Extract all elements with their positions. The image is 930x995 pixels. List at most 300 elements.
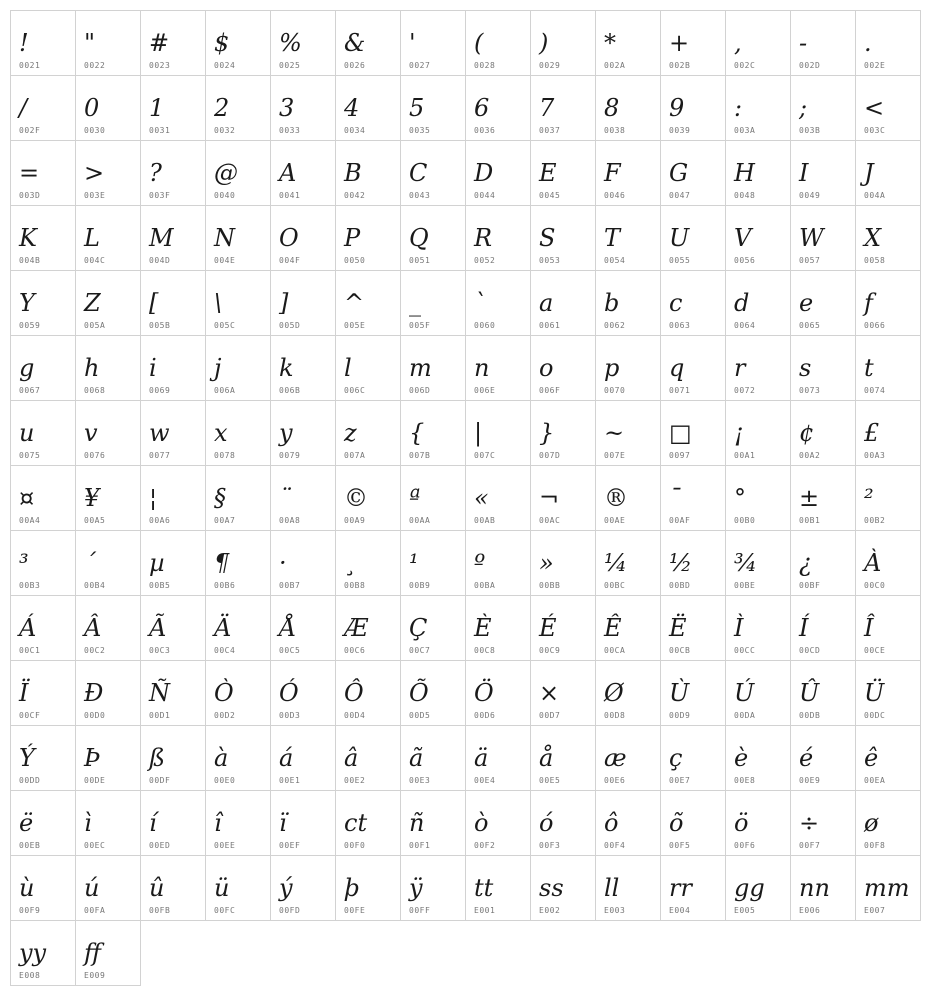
glyph-cell [336, 76, 401, 141]
glyph-preview: ß [149, 744, 166, 772]
glyph-preview: ô [604, 809, 619, 837]
glyph-codepoint: 00E7 [669, 776, 691, 785]
glyph-cell [726, 661, 791, 726]
glyph-codepoint: 00C1 [19, 646, 41, 655]
glyph-codepoint: 0024 [214, 61, 236, 70]
glyph-codepoint: 0064 [734, 321, 756, 330]
glyph-cell [336, 206, 401, 271]
glyph-cell [271, 726, 336, 791]
glyph-cell [141, 336, 206, 401]
glyph-cell [531, 336, 596, 401]
glyph-codepoint: 004D [149, 256, 171, 265]
glyph-preview: ' [409, 29, 416, 57]
glyph-preview: ¡ [734, 419, 744, 447]
glyph-cell [271, 401, 336, 466]
glyph-cell [401, 141, 466, 206]
glyph-cell [596, 661, 661, 726]
glyph-preview: Ê [604, 614, 622, 642]
glyph-preview: à [214, 744, 229, 772]
glyph-cell [661, 856, 726, 921]
glyph-codepoint: 0034 [344, 126, 366, 135]
glyph-preview: R [474, 224, 493, 252]
glyph-cell [856, 401, 921, 466]
glyph-cell [726, 206, 791, 271]
glyph-codepoint: 006E [474, 386, 496, 395]
glyph-preview: # [149, 29, 170, 57]
glyph-codepoint: 007C [474, 451, 496, 460]
glyph-cell [791, 661, 856, 726]
glyph-cell [531, 401, 596, 466]
glyph-preview: § [214, 484, 226, 512]
glyph-cell [336, 401, 401, 466]
glyph-preview: Å [279, 614, 297, 642]
glyph-codepoint: 00DD [19, 776, 41, 785]
glyph-preview: ã [409, 744, 424, 772]
glyph-preview: æ [604, 744, 627, 772]
glyph-codepoint: 0078 [214, 451, 236, 460]
glyph-codepoint: 00DF [149, 776, 171, 785]
glyph-codepoint: 003E [84, 191, 106, 200]
glyph-codepoint: 00CC [734, 646, 756, 655]
glyph-preview: @ [214, 159, 238, 187]
glyph-preview: Ò [214, 679, 234, 707]
glyph-cell [76, 336, 141, 401]
glyph-preview: gg [734, 874, 765, 902]
glyph-preview: + [669, 29, 690, 57]
glyph-codepoint: 002E [864, 61, 886, 70]
glyph-preview: ñ [409, 809, 425, 837]
glyph-codepoint: 00AE [604, 516, 626, 525]
glyph-codepoint: 00BF [799, 581, 821, 590]
glyph-preview: z [344, 419, 357, 447]
glyph-preview: £ [864, 419, 880, 447]
glyph-codepoint: 00D8 [604, 711, 626, 720]
glyph-preview: ï [279, 809, 287, 837]
glyph-cell [791, 791, 856, 856]
glyph-codepoint: 00C2 [84, 646, 106, 655]
glyph-preview: ÿ [409, 874, 423, 902]
glyph-preview: ¢ [799, 419, 815, 447]
glyph-codepoint: 00EA [864, 776, 886, 785]
glyph-cell [271, 596, 336, 661]
glyph-codepoint: 0055 [669, 256, 691, 265]
glyph-codepoint: 0041 [279, 191, 301, 200]
glyph-preview: 5 [409, 94, 425, 122]
glyph-cell [791, 466, 856, 531]
glyph-cell [11, 791, 76, 856]
glyph-codepoint: 004F [279, 256, 301, 265]
glyph-cell [531, 726, 596, 791]
glyph-cell [661, 141, 726, 206]
glyph-preview: 2 [214, 94, 230, 122]
glyph-cell [531, 11, 596, 76]
glyph-codepoint: 0067 [19, 386, 41, 395]
glyph-preview: t [864, 354, 874, 382]
glyph-preview: = [19, 159, 40, 187]
glyph-cell [466, 791, 531, 856]
glyph-preview: ® [604, 484, 628, 512]
glyph-codepoint: 00C9 [539, 646, 561, 655]
glyph-preview: Æ [344, 614, 369, 642]
glyph-cell [76, 141, 141, 206]
glyph-codepoint: 0023 [149, 61, 171, 70]
glyph-preview: D [474, 159, 494, 187]
glyph-cell [791, 401, 856, 466]
glyph-preview: } [539, 419, 555, 447]
glyph-preview: ) [539, 29, 549, 57]
glyph-cell [141, 76, 206, 141]
glyph-preview: ! [19, 29, 29, 57]
glyph-preview: tt [474, 874, 494, 902]
glyph-cell [596, 401, 661, 466]
glyph-preview: [ [149, 289, 159, 317]
glyph-preview: 8 [604, 94, 620, 122]
glyph-preview: % [279, 29, 302, 57]
glyph-codepoint: 0069 [149, 386, 171, 395]
glyph-preview: ¸ [344, 549, 356, 577]
glyph-codepoint: E003 [604, 906, 626, 915]
glyph-preview: A [279, 159, 297, 187]
glyph-cell [271, 206, 336, 271]
glyph-cell [336, 661, 401, 726]
glyph-cell [76, 726, 141, 791]
glyph-cell [401, 336, 466, 401]
glyph-preview: Þ [84, 744, 101, 772]
glyph-cell [791, 271, 856, 336]
glyph-cell [791, 531, 856, 596]
glyph-codepoint: 0038 [604, 126, 626, 135]
glyph-preview: ¹ [409, 549, 419, 577]
glyph-cell [726, 726, 791, 791]
glyph-preview: ¨ [279, 484, 291, 512]
glyph-cell [726, 856, 791, 921]
glyph-codepoint: 0071 [669, 386, 691, 395]
glyph-cell [206, 791, 271, 856]
glyph-cell [726, 401, 791, 466]
glyph-preview: ä [474, 744, 489, 772]
glyph-cell [856, 206, 921, 271]
glyph-preview: á [279, 744, 294, 772]
glyph-codepoint: 00D4 [344, 711, 366, 720]
glyph-preview: È [474, 614, 492, 642]
glyph-cell [466, 11, 531, 76]
glyph-preview: f [864, 289, 873, 317]
glyph-codepoint: 0061 [539, 321, 561, 330]
glyph-preview: î [214, 809, 222, 837]
glyph-codepoint: 0040 [214, 191, 236, 200]
glyph-codepoint: 00AC [539, 516, 561, 525]
glyph-codepoint: 0065 [799, 321, 821, 330]
glyph-codepoint: 00E0 [214, 776, 236, 785]
glyph-preview: . [864, 29, 872, 57]
glyph-codepoint: 00FE [344, 906, 366, 915]
glyph-preview: { [409, 419, 425, 447]
glyph-codepoint: 0045 [539, 191, 561, 200]
glyph-cell [661, 791, 726, 856]
glyph-codepoint: 004E [214, 256, 236, 265]
glyph-codepoint: 005E [344, 321, 366, 330]
glyph-cell [726, 336, 791, 401]
glyph-codepoint: 00A5 [84, 516, 106, 525]
glyph-preview: s [799, 354, 812, 382]
glyph-codepoint: 0027 [409, 61, 431, 70]
glyph-codepoint: 00B6 [214, 581, 236, 590]
glyph-codepoint: 00B1 [799, 516, 821, 525]
glyph-cell [466, 401, 531, 466]
glyph-cell [531, 466, 596, 531]
glyph-codepoint: 00E4 [474, 776, 496, 785]
glyph-cell [596, 726, 661, 791]
glyph-cell [791, 76, 856, 141]
glyph-cell [531, 856, 596, 921]
glyph-codepoint: 005A [84, 321, 106, 330]
glyph-codepoint: 00A7 [214, 516, 236, 525]
glyph-cell [336, 336, 401, 401]
glyph-preview: ¿ [799, 549, 812, 577]
glyph-cell [856, 661, 921, 726]
glyph-cell [856, 76, 921, 141]
glyph-codepoint: 003B [799, 126, 821, 135]
glyph-codepoint: 00F0 [344, 841, 366, 850]
glyph-codepoint: 0047 [669, 191, 691, 200]
glyph-cell [531, 206, 596, 271]
glyph-codepoint: E006 [799, 906, 821, 915]
glyph-preview: j [214, 354, 222, 382]
glyph-codepoint: 002A [604, 61, 626, 70]
glyph-preview: b [604, 289, 620, 317]
glyph-preview: W [799, 224, 824, 252]
glyph-codepoint: 0079 [279, 451, 301, 460]
glyph-cell [141, 401, 206, 466]
glyph-preview: Q [409, 224, 429, 252]
glyph-cell [271, 661, 336, 726]
glyph-cell [791, 596, 856, 661]
glyph-preview: ; [799, 94, 808, 122]
glyph-preview: x [214, 419, 228, 447]
glyph-preview: µ [149, 549, 165, 577]
glyph-codepoint: 0072 [734, 386, 756, 395]
glyph-cell [206, 141, 271, 206]
glyph-preview: ü [214, 874, 230, 902]
glyph-cell [206, 726, 271, 791]
glyph-preview: ó [539, 809, 554, 837]
glyph-codepoint: 0042 [344, 191, 366, 200]
glyph-codepoint: 00FA [84, 906, 106, 915]
glyph-preview: Ë [669, 614, 687, 642]
glyph-cell [336, 11, 401, 76]
glyph-preview: Ú [734, 679, 755, 707]
glyph-preview: ë [19, 809, 34, 837]
glyph-codepoint: 0044 [474, 191, 496, 200]
glyph-cell [401, 11, 466, 76]
glyph-codepoint: 007A [344, 451, 366, 460]
glyph-cell [206, 336, 271, 401]
glyph-codepoint: 00BC [604, 581, 626, 590]
glyph-cell [726, 466, 791, 531]
glyph-codepoint: 00C7 [409, 646, 431, 655]
glyph-codepoint: 00EF [279, 841, 301, 850]
glyph-cell [856, 596, 921, 661]
glyph-preview: i [149, 354, 157, 382]
glyph-cell [11, 661, 76, 726]
glyph-codepoint: E005 [734, 906, 756, 915]
glyph-preview: Ã [149, 614, 167, 642]
glyph-preview: v [84, 419, 98, 447]
glyph-cell [336, 466, 401, 531]
glyph-codepoint: 0077 [149, 451, 171, 460]
glyph-codepoint: 00F7 [799, 841, 821, 850]
glyph-preview: J [864, 159, 874, 187]
glyph-codepoint: 00D6 [474, 711, 496, 720]
glyph-preview: Ì [734, 614, 744, 642]
glyph-preview: Ø [604, 679, 624, 707]
glyph-cell [336, 271, 401, 336]
glyph-codepoint: 00C3 [149, 646, 171, 655]
glyph-cell [531, 141, 596, 206]
glyph-codepoint: 007D [539, 451, 561, 460]
glyph-cell [401, 466, 466, 531]
glyph-codepoint: 00B3 [19, 581, 41, 590]
glyph-preview: ê [864, 744, 879, 772]
glyph-preview: q [669, 354, 685, 382]
glyph-preview: " [84, 29, 96, 57]
glyph-preview: ÷ [799, 809, 820, 837]
glyph-preview: Ô [344, 679, 364, 707]
glyph-codepoint: E007 [864, 906, 886, 915]
glyph-preview: h [84, 354, 100, 382]
glyph-codepoint: 0060 [474, 321, 496, 330]
glyph-codepoint: 00F9 [19, 906, 41, 915]
glyph-codepoint: 00FF [409, 906, 431, 915]
glyph-cell [726, 596, 791, 661]
glyph-cell [661, 661, 726, 726]
glyph-cell [76, 271, 141, 336]
glyph-cell [141, 141, 206, 206]
glyph-cell [206, 466, 271, 531]
glyph-cell [76, 661, 141, 726]
glyph-codepoint: 00D1 [149, 711, 171, 720]
glyph-preview: Ù [669, 679, 690, 707]
glyph-cell [661, 726, 726, 791]
glyph-preview: N [214, 224, 235, 252]
glyph-cell [856, 856, 921, 921]
glyph-cell [336, 141, 401, 206]
glyph-preview: Ï [19, 679, 29, 707]
glyph-preview: yy [19, 939, 47, 967]
glyph-cell [271, 11, 336, 76]
glyph-codepoint: 0043 [409, 191, 431, 200]
glyph-cell [76, 206, 141, 271]
glyph-codepoint: 004A [864, 191, 886, 200]
glyph-codepoint: 0031 [149, 126, 171, 135]
glyph-cell [141, 531, 206, 596]
glyph-cell [661, 336, 726, 401]
glyph-preview: □ [669, 419, 692, 447]
glyph-codepoint: 00B5 [149, 581, 171, 590]
glyph-codepoint: 002D [799, 61, 821, 70]
glyph-preview: ` [474, 289, 486, 317]
glyph-preview: H [734, 159, 755, 187]
glyph-preview: Á [19, 614, 37, 642]
glyph-preview: g [19, 354, 35, 382]
glyph-codepoint: 00EC [84, 841, 106, 850]
glyph-cell [11, 466, 76, 531]
glyph-cell [76, 466, 141, 531]
glyph-preview: C [409, 159, 428, 187]
glyph-codepoint: 0032 [214, 126, 236, 135]
glyph-codepoint: 00F6 [734, 841, 756, 850]
glyph-preview: ± [799, 484, 820, 512]
glyph-cell [726, 531, 791, 596]
glyph-cell [206, 401, 271, 466]
glyph-cell [141, 466, 206, 531]
glyph-cell [141, 271, 206, 336]
glyph-codepoint: 0022 [84, 61, 106, 70]
glyph-codepoint: 00D9 [669, 711, 691, 720]
glyph-preview: ì [84, 809, 92, 837]
glyph-codepoint: 00D7 [539, 711, 561, 720]
glyph-codepoint: 00C0 [864, 581, 886, 590]
glyph-preview: , [734, 29, 742, 57]
glyph-preview: ¶ [214, 549, 230, 577]
glyph-codepoint: 00FC [214, 906, 236, 915]
glyph-cell [596, 206, 661, 271]
glyph-cell [11, 11, 76, 76]
glyph-preview: è [734, 744, 749, 772]
glyph-codepoint: 006F [539, 386, 561, 395]
glyph-cell [206, 531, 271, 596]
glyph-codepoint: 00A4 [19, 516, 41, 525]
glyph-cell [791, 206, 856, 271]
glyph-codepoint: 00A6 [149, 516, 171, 525]
glyph-cell [661, 531, 726, 596]
glyph-preview: « [474, 484, 489, 512]
glyph-codepoint: E004 [669, 906, 691, 915]
glyph-preview: Y [19, 289, 35, 317]
glyph-cell [76, 401, 141, 466]
glyph-cell [596, 76, 661, 141]
glyph-cell [141, 596, 206, 661]
glyph-cell [856, 726, 921, 791]
glyph-preview: X [864, 224, 882, 252]
glyph-codepoint: 0074 [864, 386, 886, 395]
glyph-cell [466, 661, 531, 726]
glyph-codepoint: 003C [864, 126, 886, 135]
glyph-codepoint: 003F [149, 191, 171, 200]
glyph-codepoint: 0057 [799, 256, 821, 265]
glyph-preview: / [19, 94, 28, 122]
glyph-codepoint: 00E1 [279, 776, 301, 785]
glyph-preview: o [539, 354, 554, 382]
glyph-preview: ¤ [19, 484, 35, 512]
glyph-cell [596, 271, 661, 336]
glyph-codepoint: 0073 [799, 386, 821, 395]
glyph-preview: ~ [604, 419, 625, 447]
glyph-preview: û [149, 874, 165, 902]
glyph-cell [531, 271, 596, 336]
glyph-cell [271, 791, 336, 856]
glyph-preview: ss [539, 874, 564, 902]
glyph-cell [466, 531, 531, 596]
glyph-cell [336, 791, 401, 856]
glyph-codepoint: 00F4 [604, 841, 626, 850]
glyph-cell [466, 596, 531, 661]
glyph-codepoint: 00CD [799, 646, 821, 655]
glyph-preview: F [604, 159, 621, 187]
glyph-cell [856, 271, 921, 336]
glyph-preview: $ [214, 29, 230, 57]
glyph-codepoint: E002 [539, 906, 561, 915]
